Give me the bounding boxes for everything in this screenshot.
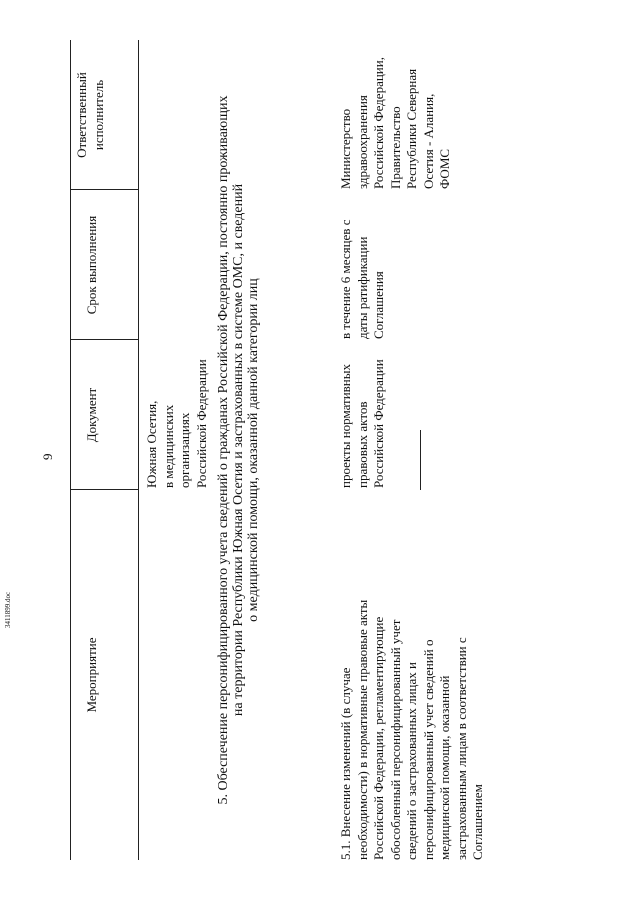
header-responsible [74,40,107,190]
heading-line: на территории Республики Южная Осетия и застрахованных в системе ОМС, и сведений [231,183,246,717]
text-line: Российской Федерации [193,359,209,488]
page-number: 9 [40,453,55,460]
deadline-cell [338,189,388,339]
separator-line [420,430,421,490]
header-bottom-border [138,40,139,860]
header-responsible-line: исполнитель [90,79,106,151]
text-line: Российской Федерации [371,359,386,488]
header-deadline: Срок выполнения [84,215,99,315]
text-line: 5.1. Внесение изменений (в случае [338,667,353,860]
text-line: здравоохранения [354,95,370,189]
text-line: в медицинских [160,404,176,488]
text-line: ФОМС [437,148,452,189]
text-line: Соглашения [371,271,386,339]
file-name-label: 3411899.doc [4,591,12,628]
text-line: Соглашением [470,784,485,860]
text-line: персонифицированный учет сведений о [420,639,436,860]
header-divider [70,489,138,490]
text-line: застрахованным лицам в соответствии с [453,637,469,860]
text-line: Правительство [387,106,403,189]
text-line: организациях [177,412,192,488]
text-line: Российской Федерации, [371,57,386,189]
measures-table [70,40,556,860]
rotated-page [0,20,570,880]
text-line: Республики Северная [404,68,419,189]
text-line: сведений о застрахованных лицах и [404,662,419,860]
header-document: Документ [84,387,99,443]
text-line: медицинской помощи, оказанной [437,675,452,860]
text-line: обособленный персонифицированный учет [387,619,403,860]
text-line: Осетия - Алания, [420,93,436,189]
text-line: проекты нормативных [338,364,353,488]
text-line: правовых актов [354,401,370,488]
table-top-border [70,40,71,860]
document-cell [338,338,388,488]
header-responsible-line: Ответственный [74,72,89,158]
text-line: Российской Федерации, регламентирующие [371,616,386,860]
text-line: Южная Осетия, [144,400,159,488]
heading-line: 5. Обеспечение персонифицированного учета сведений о гражданах Российской Федерации, постоянно проживающих [216,95,231,805]
text-line: даты ратификации [354,236,370,339]
text-line: Министерство [338,108,353,189]
event-cell [338,490,487,860]
text-line: в течение 6 месяцев с [338,219,353,339]
header-divider [70,339,138,340]
continued-document-cell [144,338,210,488]
header-event: Мероприятие [84,637,99,713]
text-line: необходимости) в нормативные правовые акты [354,599,370,860]
section-heading [216,40,261,860]
heading-line: о медицинской помощи, оказанной данной категории лиц [246,278,261,622]
responsible-cell [338,39,454,189]
